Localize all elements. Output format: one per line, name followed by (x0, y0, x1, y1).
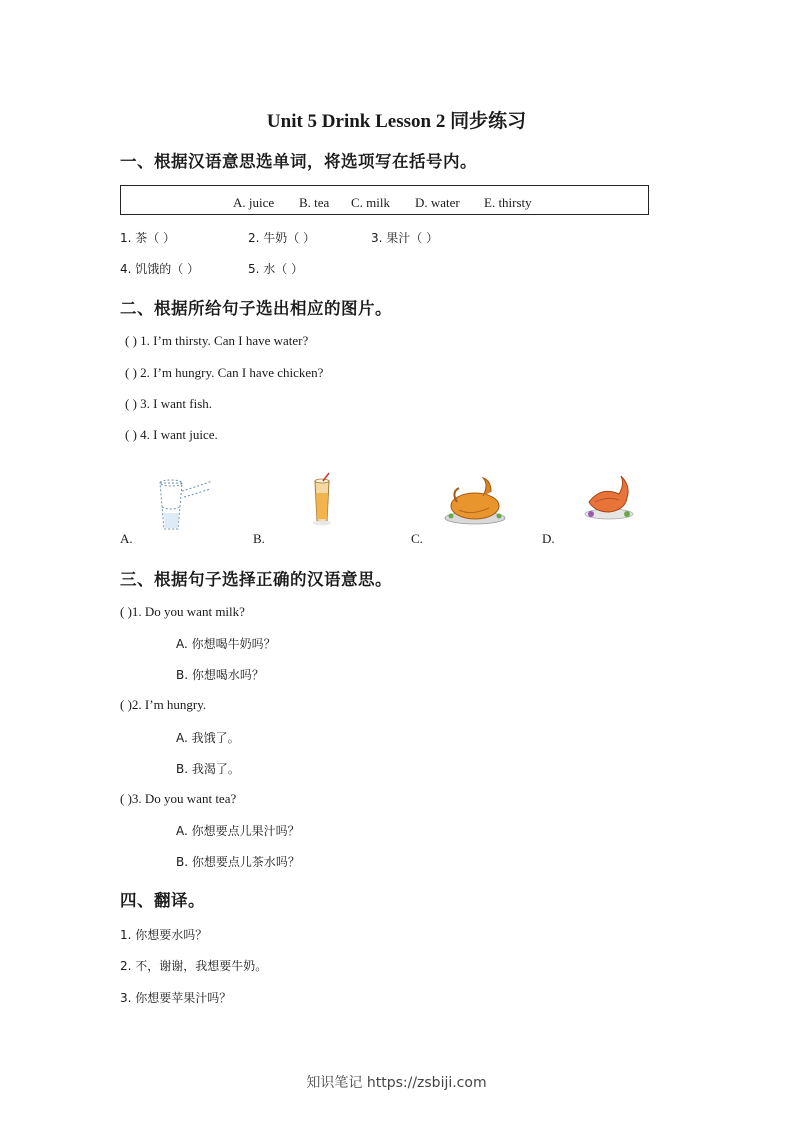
picture-label-b: B. (253, 531, 265, 546)
picture-label-a: A. (120, 531, 133, 546)
page-title: Unit 5 Drink Lesson 2 同步练习 (266, 111, 527, 132)
section2-heading: 二、根据所给句子选出相应的图片。 (120, 299, 392, 318)
s1-item-3: 3. 果汁（ ） (371, 231, 439, 245)
s3-question-2: ( )2. I’m hungry. (120, 697, 207, 712)
s2-item-2: ( ) 2. I’m hungry. Can I have chicken? (125, 365, 324, 380)
s1-item-1: 1. 茶（ ） (120, 231, 176, 245)
water-glass-icon (152, 473, 216, 535)
s3-question-3: ( )3. Do you want tea? (120, 791, 237, 806)
section3-heading: 三、根据句子选择正确的汉语意思。 (120, 570, 392, 589)
s3-q3-option-b: B. 你想要点儿茶水吗？ (176, 855, 300, 869)
s2-item-3: ( ) 3. I want fish. (125, 396, 213, 411)
fried-fish-icon (581, 476, 637, 522)
option-b: B. tea (299, 195, 330, 210)
word-options-box (120, 185, 649, 215)
roast-chicken-icon (443, 474, 507, 526)
s2-item-1: ( ) 1. I’m thirsty. Can I have water? (125, 333, 309, 348)
option-a: A. juice (233, 195, 275, 210)
section4-heading: 四、翻译。 (120, 891, 205, 910)
s2-item-4: ( ) 4. I want juice. (125, 427, 218, 442)
s3-q2-option-b: B. 我渴了。 (176, 762, 240, 776)
picture-label-c: C. (411, 531, 423, 546)
footer-watermark: 知识笔记 https://zsbiji.com (306, 1075, 487, 1091)
juice-glass-icon (305, 473, 339, 529)
s1-item-2: 2. 牛奶（ ） (248, 231, 316, 245)
s4-item-2: 2. 不，谢谢，我想要牛奶。 (120, 959, 268, 973)
s3-q1-option-b: B. 你想喝水吗？ (176, 668, 264, 682)
s4-item-1: 1. 你想要水吗？ (120, 928, 208, 942)
s3-q1-option-a: A. 你想喝牛奶吗？ (176, 637, 276, 651)
s4-item-3: 3. 你想要苹果汁吗？ (120, 991, 232, 1005)
s1-item-5: 5. 水（ ） (248, 262, 304, 276)
option-d: D. water (415, 195, 460, 210)
s3-q3-option-a: A. 你想要点儿果汁吗？ (176, 824, 300, 838)
s3-q2-option-a: A. 我饿了。 (176, 731, 240, 745)
section1-heading: 一、根据汉语意思选单词，将选项写在括号内。 (120, 152, 477, 171)
option-e: E. thirsty (484, 195, 532, 210)
s3-question-1: ( )1. Do you want milk? (120, 604, 245, 619)
picture-label-d: D. (542, 531, 555, 546)
option-c: C. milk (351, 195, 391, 210)
s1-item-4: 4. 饥饿的（ ） (120, 262, 200, 276)
